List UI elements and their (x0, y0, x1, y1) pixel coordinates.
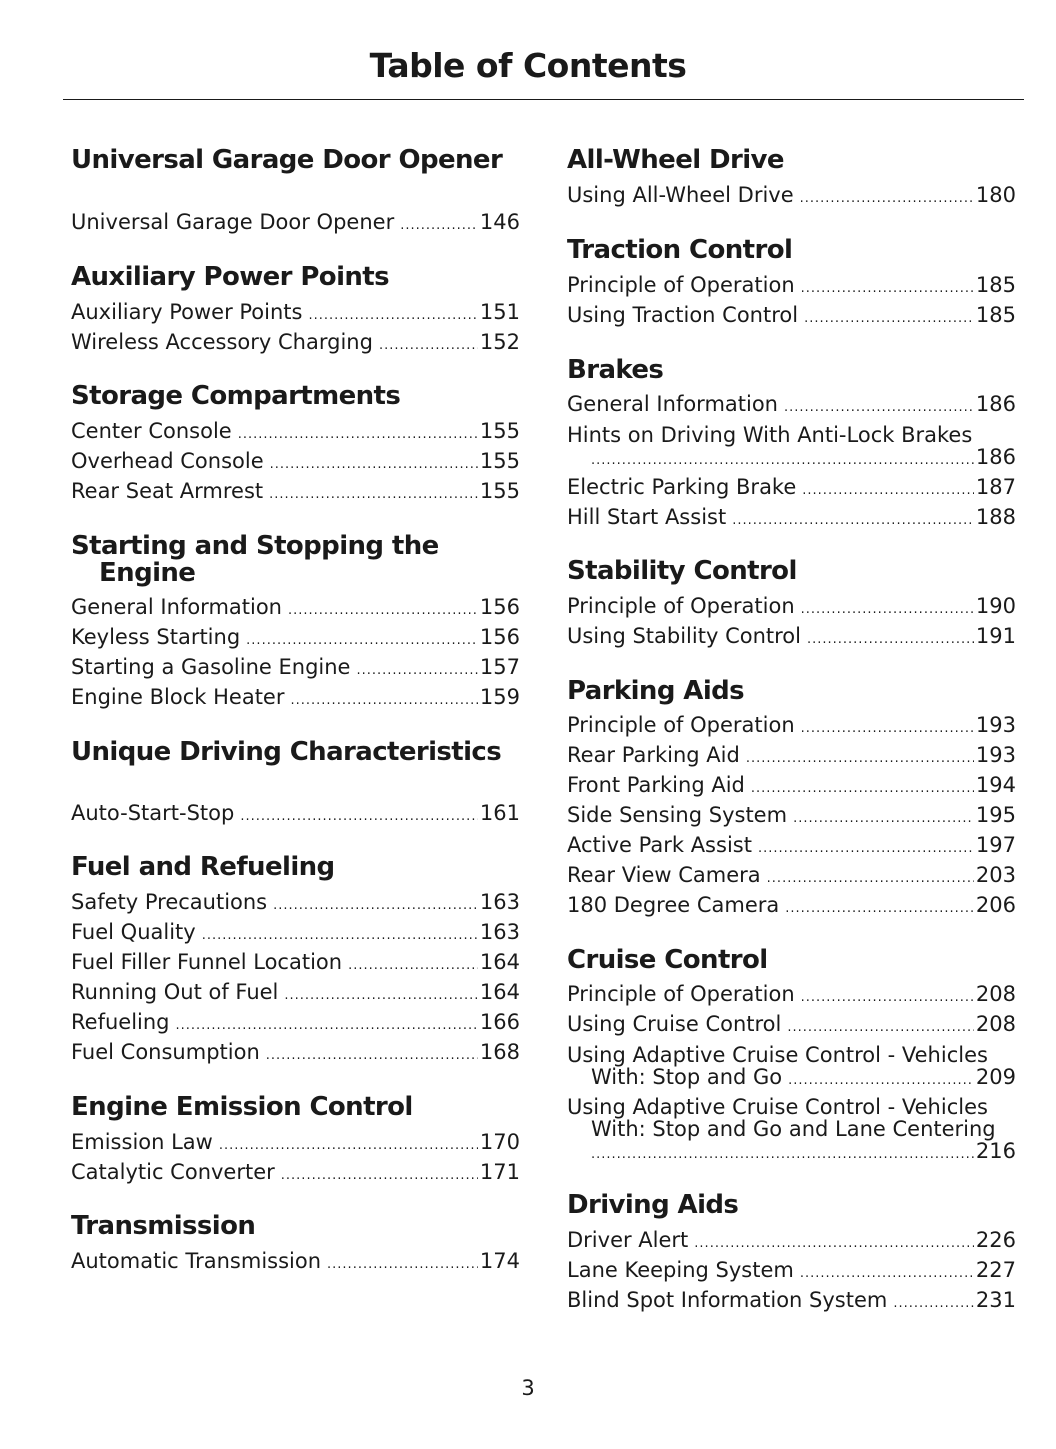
entry-label: Using Stability Control (567, 624, 801, 648)
toc-entry[interactable] (567, 389, 1016, 419)
entry-page: 197 (975, 833, 1016, 857)
toc-entry[interactable] (71, 1037, 520, 1067)
section-heading: All-Wheel Drive (567, 145, 784, 175)
entry-page: 155 (479, 449, 520, 473)
toc-entry[interactable] (567, 770, 1016, 800)
entry-page: 171 (479, 1160, 520, 1184)
section-heading: Cruise Control (567, 945, 768, 975)
entry-label: Using Cruise Control (567, 1012, 782, 1036)
entry-page: 203 (975, 863, 1016, 887)
entry-leader-row (567, 1140, 1016, 1166)
dot-leader (400, 211, 478, 241)
entry-label: Catalytic Converter (71, 1160, 275, 1184)
section-heading: Unique Driving Characteristics (71, 737, 502, 767)
entry-label: Rear Seat Armrest (71, 479, 264, 503)
toc-entry[interactable] (71, 887, 520, 917)
dot-leader (785, 894, 974, 924)
entry-label: General Information (71, 595, 282, 619)
section-heading: Universal Garage Door Opener (71, 145, 503, 175)
toc-entry[interactable] (567, 890, 1016, 920)
toc-entry[interactable] (71, 947, 520, 977)
dot-leader (893, 1289, 974, 1319)
toc-entry[interactable] (71, 652, 520, 682)
toc-entry[interactable] (567, 1096, 1016, 1166)
entry-page: 161 (479, 801, 520, 825)
section-heading: Engine Emission Control (71, 1092, 413, 1122)
section-heading: Storage Compartments (71, 381, 401, 411)
entry-page: 188 (975, 505, 1016, 529)
entry-page: 159 (479, 685, 520, 709)
entry-page: 163 (479, 920, 520, 944)
section-heading: Brakes (567, 355, 664, 385)
dot-leader (591, 1144, 974, 1166)
entry-label-cont: With: Stop and Go (591, 1065, 783, 1089)
entry-page: 231 (975, 1288, 1016, 1312)
entry-label: Emission Law (71, 1130, 213, 1154)
section-heading: Auxiliary Power Points (71, 262, 389, 292)
entry-page: 174 (479, 1249, 520, 1273)
entry-label: Overhead Console (71, 449, 264, 473)
page-number: 3 (521, 1376, 535, 1400)
toc-entry[interactable] (567, 270, 1016, 300)
toc-entry[interactable] (567, 1044, 1016, 1092)
entry-page: 194 (975, 773, 1016, 797)
dot-leader (732, 506, 974, 536)
toc-entry[interactable] (567, 1009, 1016, 1039)
entry-label: Electric Parking Brake (567, 475, 797, 499)
toc-entry[interactable] (567, 800, 1016, 830)
entry-page: 208 (975, 1012, 1016, 1036)
section-heading (71, 533, 520, 587)
toc-entry[interactable] (567, 472, 1016, 502)
entry-page: 216 (975, 1139, 1016, 1163)
entry-page: 156 (479, 625, 520, 649)
entry-label: Safety Precautions (71, 890, 268, 914)
entry-page: 193 (975, 713, 1016, 737)
dot-leader (787, 1013, 974, 1043)
entry-page: 185 (975, 303, 1016, 327)
toc-entry[interactable] (71, 592, 520, 622)
section-heading: Traction Control (567, 235, 793, 265)
toc-entry[interactable] (567, 710, 1016, 740)
entry-page: 191 (975, 624, 1016, 648)
entry-label: Universal Garage Door Opener (71, 210, 395, 234)
entry-page: 155 (479, 479, 520, 503)
entry-page: 151 (479, 300, 520, 324)
entry-leader-row (567, 446, 1016, 472)
entry-page: 190 (975, 594, 1016, 618)
entry-label: Hill Start Assist (567, 505, 727, 529)
entry-label: Rear Parking Aid (567, 743, 740, 767)
entry-label: Wireless Accessory Charging (71, 330, 373, 354)
toc-entry[interactable] (71, 682, 520, 712)
entry-label: Center Console (71, 419, 232, 443)
entry-page: 180 (975, 183, 1016, 207)
dot-leader (240, 802, 478, 832)
entry-label: Rear View Camera (567, 863, 761, 887)
toc-entry[interactable] (71, 1127, 520, 1157)
toc-entry[interactable] (567, 591, 1016, 621)
entry-label: Blind Spot Information System (567, 1288, 888, 1312)
dot-leader (800, 184, 974, 214)
entry-label: Fuel Consumption (71, 1040, 260, 1064)
entry-label: 180 Degree Camera (567, 893, 780, 917)
toc-entry[interactable] (71, 977, 520, 1007)
entry-page: 195 (975, 803, 1016, 827)
entry-page: 164 (479, 950, 520, 974)
entry-page: 164 (479, 980, 520, 1004)
toc-entry[interactable] (71, 798, 520, 828)
entry-page: 157 (479, 655, 520, 679)
toc-entry[interactable] (71, 1007, 520, 1037)
entry-label: Principle of Operation (567, 273, 795, 297)
entry-label: Side Sensing System (567, 803, 788, 827)
toc-entry[interactable] (71, 917, 520, 947)
entry-page: 152 (479, 330, 520, 354)
entry-label: Using All-Wheel Drive (567, 183, 794, 207)
toc-right-column (567, 0, 1016, 1449)
entry-page: 186 (975, 445, 1016, 469)
entry-page: 156 (479, 595, 520, 619)
dot-leader (379, 331, 478, 361)
toc-entry[interactable] (567, 621, 1016, 651)
toc-left-column (71, 0, 520, 1449)
entry-label: General Information (567, 392, 778, 416)
toc-entry[interactable] (71, 207, 520, 237)
entry-page: 206 (975, 893, 1016, 917)
entry-label: Starting a Gasoline Engine (71, 655, 351, 679)
section-heading: Stability Control (567, 556, 797, 586)
toc-entry[interactable] (71, 446, 520, 476)
entry-page: 155 (479, 419, 520, 443)
entry-label: Principle of Operation (567, 713, 795, 737)
entry-page: 186 (975, 392, 1016, 416)
heading-line: Starting and Stopping the (71, 531, 439, 561)
toc-entry[interactable] (71, 1157, 520, 1187)
entry-label: Active Park Assist (567, 833, 752, 857)
toc-entry[interactable] (567, 502, 1016, 532)
entry-page: 163 (479, 890, 520, 914)
section-heading: Fuel and Refueling (71, 852, 335, 882)
dot-leader (788, 1070, 974, 1092)
toc-entry[interactable] (71, 622, 520, 652)
dot-leader (784, 393, 974, 423)
entry-page: 166 (479, 1010, 520, 1034)
toc-entry[interactable] (71, 476, 520, 506)
entry-label: Running Out of Fuel (71, 980, 279, 1004)
toc-entry[interactable] (567, 180, 1016, 210)
entry-page: 226 (975, 1228, 1016, 1252)
entry-leader-row (567, 1066, 1016, 1092)
section-heading: Parking Aids (567, 676, 745, 706)
section-heading: Driving Aids (567, 1190, 739, 1220)
entry-label: Using Adaptive Cruise Control - Vehicles (567, 1095, 988, 1119)
entry-label: Using Adaptive Cruise Control - Vehicles (567, 1043, 988, 1067)
toc-entry[interactable] (71, 327, 520, 357)
entry-page: 170 (479, 1130, 520, 1154)
entry-page: 193 (975, 743, 1016, 767)
entry-label: Fuel Quality (71, 920, 196, 944)
entry-label: Hints on Driving With Anti-Lock Brakes (567, 423, 973, 447)
toc-entry[interactable] (71, 297, 520, 327)
entry-page: 146 (479, 210, 520, 234)
toc-entry[interactable] (567, 860, 1016, 890)
entry-page: 187 (975, 475, 1016, 499)
dot-leader (804, 304, 974, 334)
dot-leader (591, 450, 974, 472)
toc-entry[interactable] (567, 1255, 1016, 1285)
toc-entry[interactable] (567, 300, 1016, 330)
entry-label: Engine Block Heater (71, 685, 285, 709)
toc-entry[interactable] (71, 1246, 520, 1276)
entry-page: 227 (975, 1258, 1016, 1282)
entry-page: 209 (975, 1065, 1016, 1089)
entry-page: 185 (975, 273, 1016, 297)
page-title: Table of Contents (369, 46, 687, 85)
dot-leader (266, 1041, 478, 1071)
entry-label: Front Parking Aid (567, 773, 745, 797)
entry-label: Automatic Transmission (71, 1249, 322, 1273)
entry-label: Lane Keeping System (567, 1258, 794, 1282)
toc-entry[interactable] (567, 979, 1016, 1009)
entry-label: Fuel Filler Funnel Location (71, 950, 343, 974)
entry-label: Auxiliary Power Points (71, 300, 303, 324)
entry-label-cont: With: Stop and Go and Lane Centering (591, 1117, 996, 1141)
entry-label: Refueling (71, 1010, 170, 1034)
toc-entry[interactable] (567, 830, 1016, 860)
heading-line: Engine (99, 558, 196, 588)
toc-entry[interactable] (567, 740, 1016, 770)
entry-label: Keyless Starting (71, 625, 241, 649)
dot-leader (281, 1161, 478, 1191)
dot-leader (269, 480, 478, 510)
entry-label: Auto-Start-Stop (71, 801, 235, 825)
toc-entry[interactable] (567, 1225, 1016, 1255)
entry-label: Driver Alert (567, 1228, 689, 1252)
toc-entry[interactable] (567, 1285, 1016, 1315)
dot-leader (291, 686, 478, 716)
dot-leader (327, 1250, 478, 1280)
entry-label: Using Traction Control (567, 303, 799, 327)
entry-label: Principle of Operation (567, 594, 795, 618)
entry-page: 208 (975, 982, 1016, 1006)
toc-entry[interactable] (567, 424, 1016, 472)
entry-page: 168 (479, 1040, 520, 1064)
dot-leader (807, 625, 974, 655)
entry-label: Principle of Operation (567, 982, 795, 1006)
section-heading: Transmission (71, 1211, 256, 1241)
toc-entry[interactable] (71, 416, 520, 446)
